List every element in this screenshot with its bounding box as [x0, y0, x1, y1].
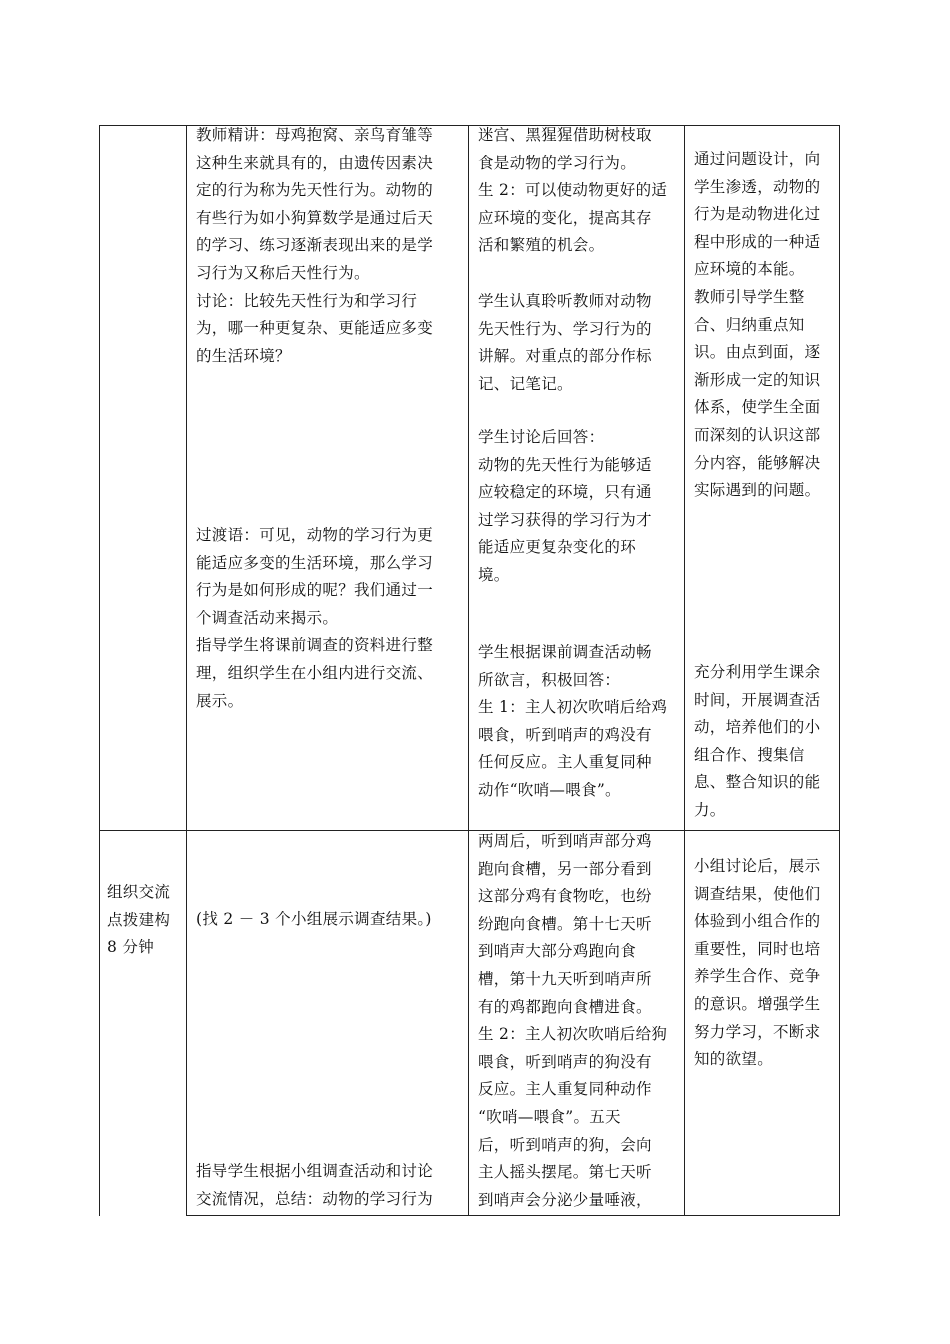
text-line: 境。 [478, 565, 510, 584]
text-line: 行为是动物进化过 [694, 205, 821, 224]
text-line: 任何反应。主人重复同种 [478, 753, 652, 772]
text-line: 交流情况，总结：动物的学习行为 [196, 1189, 434, 1208]
text-line: 习行为又称后天性行为。 [196, 263, 370, 282]
table-border-right [839, 125, 840, 1216]
table-divider-col2 [468, 125, 469, 1216]
row2-design-intent [694, 853, 820, 1074]
row1-teacher-activity-1 [196, 122, 433, 370]
text-line: 生 2：主人初次吹哨后给狗 [478, 1025, 668, 1044]
text-line: 个调查活动来揭示。 [196, 608, 339, 627]
text-line: (找 2 － 3 个小组展示调查结果。) [196, 910, 432, 928]
row1-student-activity-4 [478, 639, 667, 805]
text-line: 学生渗透，动物的 [694, 177, 821, 196]
text-line: 教师引导学生整 [694, 287, 805, 306]
text-line: 时间，开展调查活 [694, 690, 821, 709]
text-line: 能适应更复杂变化的环 [478, 538, 637, 557]
text-line: 分内容，能够解决 [694, 453, 821, 472]
text-line: 应较稳定的环境，只有通 [478, 483, 652, 502]
row1-teacher-activity-2 [196, 522, 433, 715]
text-line: 通过问题设计，向 [694, 150, 821, 168]
text-line: 有的鸡都跑向食槽进食。 [478, 997, 652, 1016]
text-line: 有些行为如小狗算数学是通过后天 [196, 208, 434, 227]
text-line: 体验到小组合作的 [694, 912, 821, 931]
text-line: 实际遇到的问题。 [694, 481, 821, 500]
text-line: 的意识。增强学生 [694, 994, 821, 1013]
text-line: 8 分钟 [107, 938, 154, 957]
text-line: 充分利用学生课余 [694, 663, 821, 681]
text-line: 到哨声会分泌少量唾液， [478, 1190, 652, 1209]
table-divider-col1 [186, 125, 187, 1216]
text-line: 过学习获得的学习行为才 [478, 510, 652, 529]
table-border-left [99, 125, 100, 1216]
text-line: 而深刻的认识这部 [694, 425, 821, 444]
text-line: 重要性，同时也培 [694, 939, 821, 958]
text-line: 所欲言，积极回答： [478, 670, 621, 689]
text-line: 这种生来就具有的，由遗传因素决 [196, 153, 434, 172]
text-line: 的生活环境？ [196, 346, 291, 365]
table-bottom-inner [186, 1215, 840, 1216]
text-line: 生 1：主人初次吹哨后给鸡 [478, 698, 668, 717]
text-line: 喂食，听到哨声的狗没有 [478, 1052, 652, 1071]
text-line: 的学习、练习逐渐表现出来的是学 [196, 236, 434, 255]
text-line: 息、整合知识的能 [694, 773, 821, 792]
text-line: 理，组织学生在小组内进行交流、 [196, 663, 434, 682]
text-line: 应环境的变化，提高其存 [478, 208, 652, 227]
text-line: 到哨声大部分鸡跑向食 [478, 942, 637, 961]
text-line: 动，培养他们的小 [694, 718, 821, 737]
row2-teacher-activity-1 [196, 906, 432, 934]
text-line: 指导学生根据小组调查活动和讨论 [196, 1162, 434, 1180]
text-line: 食是动物的学习行为。 [478, 153, 637, 172]
text-line: 应环境的本能。 [694, 260, 805, 279]
text-line: 行为是如何形成的呢？我们通过一 [196, 581, 434, 600]
text-line: 这部分鸡有食物吃，也纷 [478, 887, 652, 906]
text-line: 学生认真聆听教师对动物 [478, 292, 652, 310]
row1-student-activity-1 [478, 122, 667, 260]
text-line: 记、记笔记。 [478, 374, 573, 393]
text-line: 迷宫、黑猩猩借助树枝取 [478, 126, 652, 144]
row2-teacher-activity-2 [196, 1158, 433, 1213]
row1-design-intent-1 [694, 146, 820, 505]
row2-student-activity [478, 828, 667, 1214]
text-line: 小组讨论后，展示 [694, 857, 821, 875]
text-line: 组织交流 [107, 883, 171, 901]
text-line: 活和繁殖的机会。 [478, 236, 605, 255]
text-line: 渐形成一定的知识 [694, 370, 821, 389]
text-line: 体系，使学生全面 [694, 398, 821, 417]
text-line: 为，哪一种更复杂、更能适应多变 [196, 319, 434, 338]
text-line: 生 2：可以使动物更好的适 [478, 181, 668, 200]
text-line: 反应。主人重复同种动作 [478, 1080, 652, 1099]
text-line: 槽，第十九天听到哨声所 [478, 969, 652, 988]
text-line: 力。 [694, 800, 726, 819]
text-line: 学生根据课前调查活动畅 [478, 643, 652, 661]
text-line: 学生讨论后回答： [478, 428, 605, 446]
text-line: 动作“吹哨—喂食”。 [478, 780, 621, 799]
text-line: “吹哨—喂食”。五天 [478, 1107, 621, 1126]
text-line: 调查结果，使他们 [694, 884, 821, 903]
text-line: 纷跑向食槽。第十七天听 [478, 914, 652, 933]
text-line: 展示。 [196, 691, 244, 710]
table-row-divider [99, 830, 840, 831]
text-line: 教师精讲：母鸡抱窝、亲鸟育雏等 [196, 126, 434, 144]
text-line: 讨论：比较先天性行为和学习行 [196, 291, 418, 310]
table-divider-col3 [684, 125, 685, 1216]
text-line: 定的行为称为先天性行为。动物的 [196, 181, 434, 200]
text-line: 讲解。对重点的部分作标 [478, 347, 652, 366]
text-line: 能适应多变的生活环境，那么学习 [196, 553, 434, 572]
text-line: 努力学习，不断求 [694, 1022, 821, 1041]
row2-stage-label [107, 879, 170, 962]
text-line: 两周后，听到哨声部分鸡 [478, 832, 652, 850]
text-line: 主人摇头摆尾。第七天听 [478, 1163, 652, 1182]
text-line: 程中形成的一种适 [694, 232, 821, 251]
text-line: 识。由点到面，逐 [694, 343, 821, 362]
text-line: 喂食，听到哨声的鸡没有 [478, 725, 652, 744]
text-line: 后，听到哨声的狗，会向 [478, 1135, 652, 1154]
text-line: 知的欲望。 [694, 1050, 774, 1069]
text-line: 点拨建构 [107, 910, 171, 929]
text-line: 过渡语：可见，动物的学习行为更 [196, 526, 434, 544]
text-line: 合、归纳重点知 [694, 315, 805, 334]
text-line: 先天性行为、学习行为的 [478, 319, 652, 338]
row1-student-activity-2 [478, 288, 652, 398]
text-line: 跑向食槽，另一部分看到 [478, 859, 652, 878]
text-line: 动物的先天性行为能够适 [478, 455, 652, 474]
text-line: 组合作、搜集信 [694, 745, 805, 764]
text-line: 指导学生将课前调查的资料进行整 [196, 636, 434, 655]
row1-student-activity-3 [478, 424, 652, 590]
row1-design-intent-2 [694, 659, 820, 825]
text-line: 养学生合作、竞争 [694, 967, 821, 986]
